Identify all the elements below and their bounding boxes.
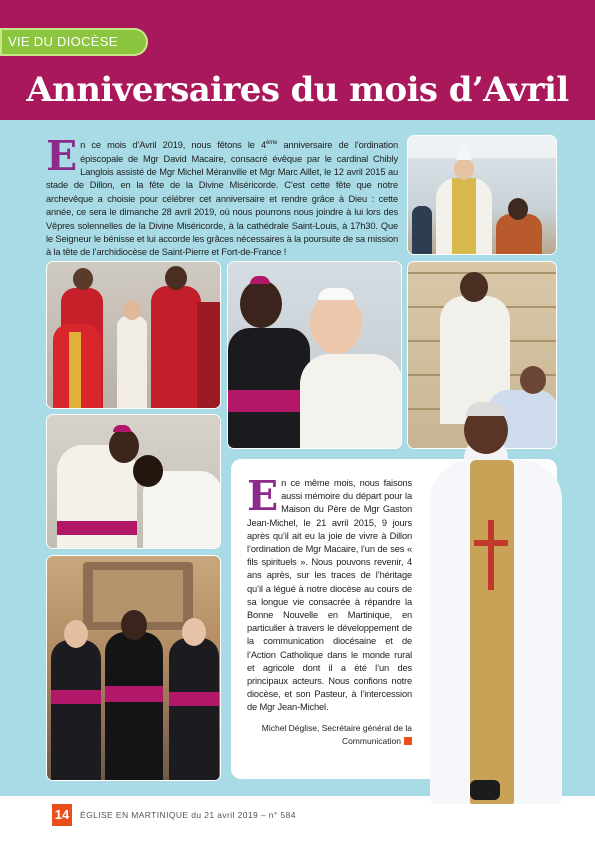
section-tag: VIE DU DIOCÈSE [0,28,148,56]
intro-dropcap: E [46,132,78,180]
signature-text: Michel Déglise, Secrétaire général de la Communication [261,723,412,746]
photo-blessing [407,135,557,255]
photo-kneeling [46,414,221,549]
page-title: Anniversaires du mois d’Avril [26,70,569,110]
publication-info: ÉGLISE EN MARTINIQUE du 21 avril 2019 – n° 584 [80,810,296,820]
priest-portrait [424,400,574,804]
photo-three-bishops [46,555,221,781]
page-number: 14 [52,804,72,826]
signature [250,722,412,747]
intro-article [46,132,398,260]
intro-text-rest: anniversaire de l’ordination épiscopale de Mgr David Macaire, consacré évêque par le cardinal Chibly Langlois assisté de Mgr Michel Méranville et Mgr Marc Aillet, le 12 avril 2015 au stade de Dillon, en la fête de la Divine Miséricorde. C’est cette fête que notre archevêque a choisie pour célébrer cet anniversaire et rendre grâce à Dieu : cette année, ce sera le dimanche 28 avril 2019, où nous pourrons nous joindre à lui lors des Vêpres solennelles de la Divine Miséricorde, à la cathédrale Saint-Louis, à 17h30. Que le Seigneur le bénisse et lui accorde les grâces nécessaires à la poursuite de sa mission à la tête de l’archidiocèse de Saint-Pierre et Fort-de-France ! [46,140,398,258]
intro-superscript: ème [266,140,278,146]
tribute-text: n ce même mois, nous faisons aussi mémoire du départ pour la Maison du Père de Mgr Gaston Jean-Michel, le 21 avril 2015, 9 jours après qu’il ait eu la joie de vivre à Dillon l’ordination de Mgr Macaire, l’un de ses « fils spirituels ». Nous pouvons revenir, 4 ans après, sur les traces de l’héritage qu’il a légué à notre diocèse au cours de sa longue vie consacrée à répandre la Bonne Nouvelle en Martinique, en particulier à travers le développement de la communication diocésaine et de l’Action Catholique dans le monde rural et agricole dont il a été l’un des principaux acteurs. Nous confions notre diocèse, et son Pasteur, à l’intercession de Mgr Jean-Michel. [247,478,412,713]
tribute-dropcap: E [247,472,279,520]
photo-red-vestments [46,261,221,409]
end-mark-icon [404,737,412,745]
photo-pope [227,261,402,449]
intro-text-start: n ce mois d’Avril 2019, nous fêtons le 4 [80,140,267,151]
tribute-article [247,472,412,715]
